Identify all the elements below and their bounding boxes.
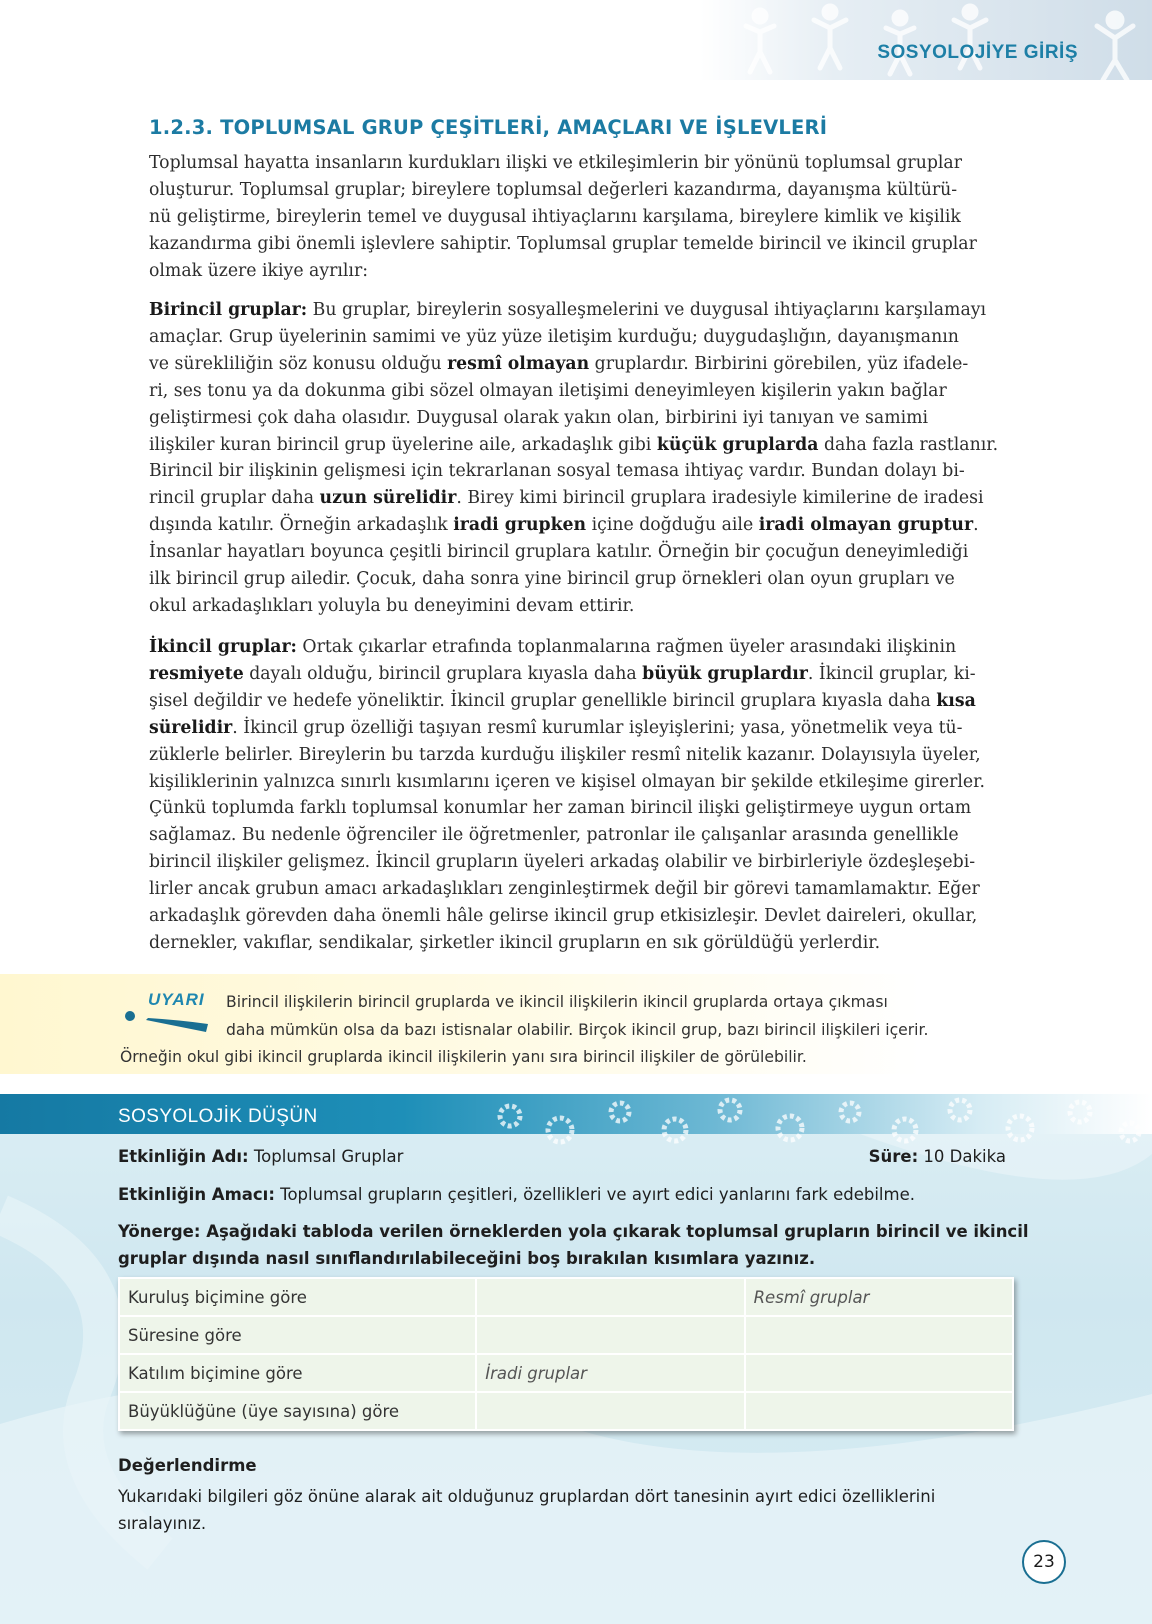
activity-directive	[118, 1218, 1029, 1272]
answer-cell[interactable]	[476, 1316, 744, 1354]
table-row	[119, 1278, 1013, 1316]
section-heading: 1.2.3. TOPLUMSAL GRUP ÇEŞİTLERİ, AMAÇLARI VE İŞLEVLERİ	[149, 116, 828, 139]
text-line: dışında katılır. Örneğin arkadaşlık iradi grupken içine doğduğu aile iradi olmayan gruptur.	[149, 515, 979, 536]
emphasis: kısa	[936, 690, 976, 711]
text-line: ri, ses tonu ya da dokunma gibi sözel olmayan iletişimi deneyimleyen kişilerin yakın bağlar	[149, 380, 947, 401]
table-row	[119, 1354, 1013, 1392]
answer-cell[interactable]	[476, 1278, 744, 1316]
answer-cell[interactable]	[745, 1354, 1013, 1392]
term-secondary-groups: İkincil gruplar:	[149, 637, 297, 657]
text-line: amaçlar. Grup üyelerinin samimi ve yüz yüze iletişim kurduğu; duygudaşlığın, dayanışmanın	[149, 326, 959, 347]
text-line: İkincil gruplar: Ortak çıkarlar etrafında toplanmalarına rağmen üyeler arasındaki ilişkinin	[149, 637, 957, 657]
table-cell: İradi gruplar	[476, 1354, 744, 1392]
text-line: daha mümkün olsa da bazı istisnalar olabilir. Birçok ikincil grup, bazı birincil ilişkileri içerir.	[226, 1020, 929, 1039]
emphasis: resmî olmayan	[447, 353, 590, 374]
text-line: olmak üzere ikiye ayrılır:	[149, 260, 369, 281]
text-line: sürelidir. İkincil grup özelliği taşıyan resmî kurumlar işleyişlerini; yasa, yönetmelik veya tü-	[149, 717, 963, 738]
table-cell: Resmî gruplar	[745, 1278, 1013, 1316]
text-line: İnsanlar hayatları boyunca çeşitli birincil gruplara katılır. Örneğin bir çocuğun deneyimlediği	[149, 542, 969, 563]
text-line: Yönerge: Aşağıdaki tabloda verilen örneklerden yola çıkarak toplumsal grupların birincil ve ikincil	[118, 1222, 1029, 1241]
text-line: nü geliştirme, bireylerin temel ve duygusal ihtiyaçlarını karşılama, bireylere kimlik ve kişilik	[149, 206, 961, 227]
table-cell: Kuruluş biçimine göre	[119, 1278, 476, 1316]
text-line: ilişkiler kuran birincil grup üyelerine aile, arkadaşlık gibi küçük gruplarda daha fazla rastlanır.	[149, 434, 999, 455]
text-line: ilk birincil grup ailedir. Çocuk, daha sonra yine birincil grup örnekleri olan oyun grupları ve	[149, 569, 955, 590]
table-cell: Katılım biçimine göre	[119, 1354, 476, 1392]
text-line: resmiyete dayalı olduğu, birincil gruplara kıyasla daha büyük gruplardır. İkincil gruplar, ki-	[149, 663, 976, 684]
primary-groups-paragraph	[149, 297, 1021, 620]
text-line: rincil gruplar daha uzun sürelidir. Birey kimi birincil gruplara iradesiyle kimilerine de iradesi	[149, 488, 984, 509]
text-line: gruplar dışında nasıl sınıflandırılabileceğini boş bırakılan kısımlara yazınız.	[118, 1249, 816, 1268]
gears-pattern-icon	[480, 1090, 1152, 1150]
emphasis: büyük gruplardır	[642, 663, 808, 684]
evaluation-title: Değerlendirme	[118, 1456, 257, 1475]
activity-goal: Etkinliğin Amacı: Toplumsal grupların çeşitleri, özellikleri ve ayırt edici yanlarını fark edebilme.	[118, 1185, 915, 1204]
evaluation-text	[118, 1483, 935, 1537]
text-line: kazandırma gibi önemli işlevlere sahiptir. Toplumsal gruplar temelde birincil ve ikincil gruplar	[149, 233, 977, 254]
text-line: ve sürekliliğin söz konusu olduğu resmî olmayan gruplardır. Birbirini görebilen, yüz ifadele-	[149, 353, 969, 374]
header-title: SOSYOLOJİYE GİRİŞ	[877, 42, 1078, 63]
answer-cell[interactable]	[745, 1316, 1013, 1354]
text-line: Yukarıdaki bilgileri göz önüne alarak ait olduğunuz gruplardan dört tanesinin ayırt edici özelliklerini	[118, 1487, 936, 1506]
table-row	[119, 1392, 1013, 1430]
text-line: züklerle belirler. Bireylerin bu tarzda kurduğu ilişkiler resmî nitelik kazanır. Dolayısıyla üyeler,	[149, 744, 981, 765]
emphasis: resmiyete	[149, 663, 244, 684]
text-line: lirler ancak grubun amacı arkadaşlıkları zenginleştirmek değil bir görevi tamamlamaktır. Eğer	[149, 879, 980, 900]
secondary-groups-paragraph	[149, 634, 1021, 957]
text-line: Toplumsal hayatta insanların kurdukları ilişki ve etkileşimlerin bir yönünü toplumsal gruplar	[149, 153, 962, 173]
table-cell: Büyüklüğüne (üye sayısına) göre	[119, 1392, 476, 1430]
text-line: birincil ilişkiler gelişmez. İkincil grupların üyeleri arkadaş olabilir ve birbirleriyle özdeşleşebi-	[149, 852, 976, 873]
warning-label: UYARI	[148, 990, 205, 1009]
people-pattern-icon	[720, 0, 1152, 80]
answer-cell[interactable]	[476, 1392, 744, 1430]
term-primary-groups: Birincil gruplar:	[149, 300, 308, 320]
text-line: şisel değildir ve hedefe yöneliktir. İkincil gruplar genellikle birincil gruplara kıyasla daha kısa	[149, 690, 976, 711]
emphasis: iradi grupken	[453, 515, 587, 536]
activity-name: Etkinliğin Adı: Toplumsal Gruplar	[118, 1147, 404, 1166]
emphasis: sürelidir	[149, 717, 233, 738]
text-line: sıralayınız.	[118, 1514, 207, 1533]
text-line: Birincil gruplar: Bu gruplar, bireylerin sosyalleşmelerini ve duygusal ihtiyaçlarını karşılamayı	[149, 300, 987, 320]
text-line: okul arkadaşlıkları yoluyla bu deneyimini devam ettirir.	[149, 595, 635, 616]
answer-cell[interactable]	[745, 1392, 1013, 1430]
warning-text	[120, 989, 1020, 1072]
text-line: arkadaşlık görevden daha önemli hâle gelirse ikincil grup etkisizleşir. Devlet daireleri, okullar,	[149, 906, 978, 927]
text-line: kişiliklerinin yalnızca sınırlı kısımlarını içeren ve kişisel olmayan bir şekilde etkileşime girerler.	[149, 771, 985, 792]
table-row	[119, 1316, 1013, 1354]
emphasis: uzun sürelidir	[319, 488, 457, 509]
table-cell: Süresine göre	[119, 1316, 476, 1354]
page-number: 23	[1022, 1540, 1066, 1584]
text-line: Birincil bir ilişkinin gelişmesi için tekrarlanan sosyal temasa ihtiyaç vardır. Bundan dolayı bi-	[149, 461, 965, 482]
text-line: Birincil ilişkilerin birincil gruplarda ve ikincil ilişkilerin ikincil gruplarda ortaya çıkması	[226, 993, 888, 1011]
classification-table	[118, 1277, 1014, 1431]
intro-paragraph	[149, 150, 1021, 285]
activity-duration: Süre: 10 Dakika	[868, 1147, 1006, 1166]
text-line: dernekler, vakıflar, sendikalar, şirketler ikincil grupların en sık görüldüğü yerlerdir.	[149, 932, 881, 953]
activity-bar-title: SOSYOLOJİK DÜŞÜN	[118, 1106, 318, 1127]
emphasis: iradi olmayan gruptur	[758, 515, 974, 536]
text-line: sağlamaz. Bu nedenle öğrenciler ile öğretmenler, patronlar ile çalışanlar arasında genellikle	[149, 825, 959, 846]
text-line: Örneğin okul gibi ikincil gruplarda ikincil ilişkilerin yanı sıra birincil ilişkiler de görülebilir.	[120, 1048, 807, 1066]
emphasis: küçük gruplarda	[656, 434, 819, 455]
text-line: oluşturur. Toplumsal gruplar; bireylere toplumsal değerleri kazandırma, dayanışma kültürü-	[149, 179, 958, 200]
text-line: Çünkü toplumda farklı toplumsal konumlar her zaman birincil ilişki geliştirmeye uygun ortam	[149, 798, 972, 819]
text-line: geliştirmesi çok daha olasıdır. Duygusal olarak yakın olan, birbirini iyi tanıyan ve samimi	[149, 407, 929, 428]
